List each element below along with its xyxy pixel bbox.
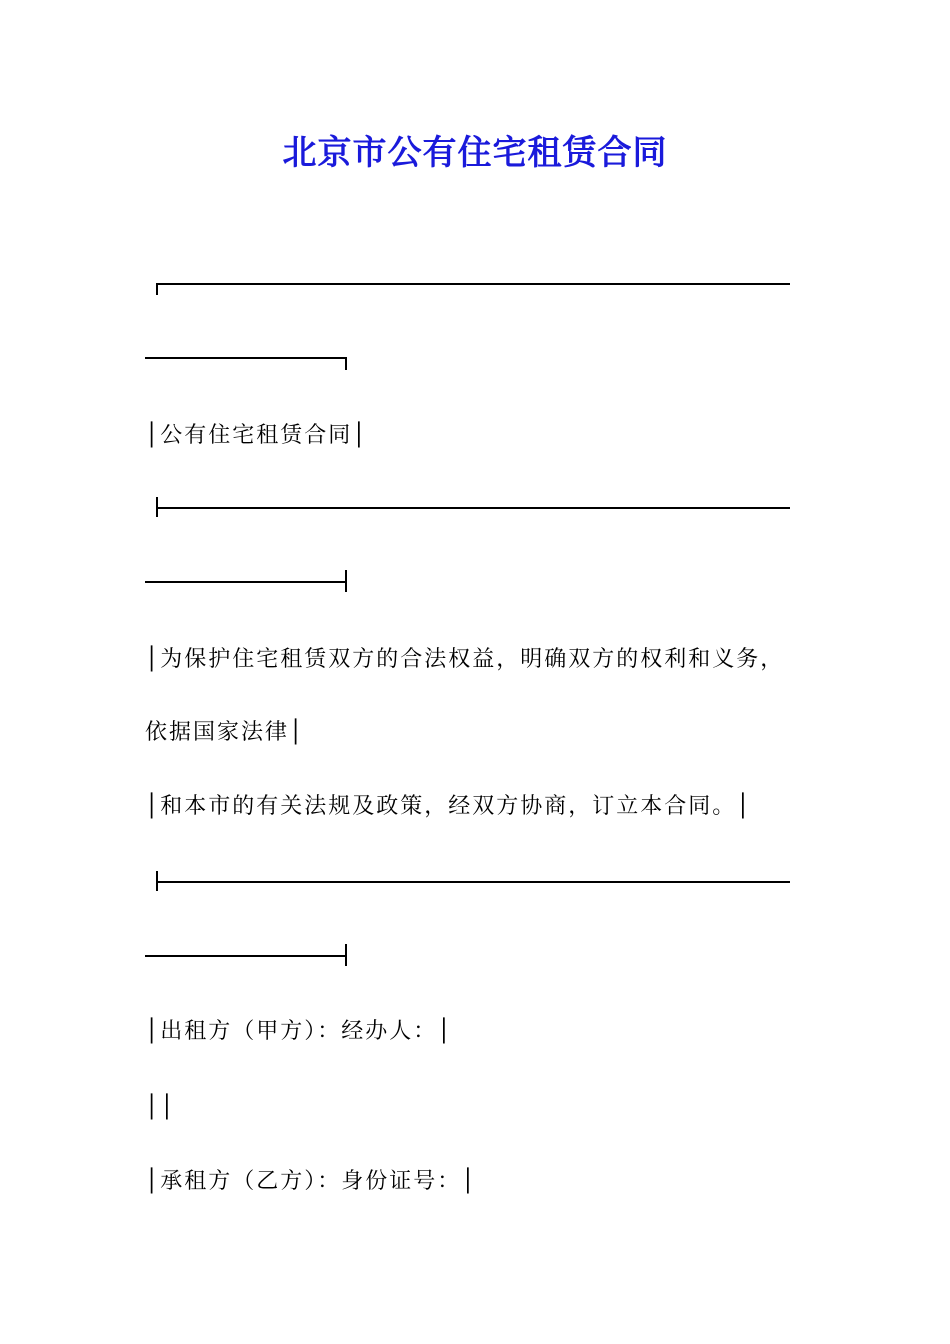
- preamble-line-1: │为保护住宅租赁双方的合法权益，明确双方的权利和义务，: [145, 647, 785, 672]
- lessee-row: │承租方（乙方）：身份证号：│: [145, 1169, 477, 1194]
- document-title: 北京市公有住宅租赁合同: [282, 133, 668, 173]
- preamble-line-2: 依据国家法律│: [145, 720, 305, 745]
- contract-heading-row: │公有住宅租赁合同│: [145, 423, 368, 448]
- empty-row: ││: [145, 1095, 176, 1120]
- preamble-line-3: │和本市的有关法规及政策，经双方协商，订立本合同。│: [145, 794, 752, 819]
- lessor-row: │出租方（甲方）：经办人：│: [145, 1019, 453, 1044]
